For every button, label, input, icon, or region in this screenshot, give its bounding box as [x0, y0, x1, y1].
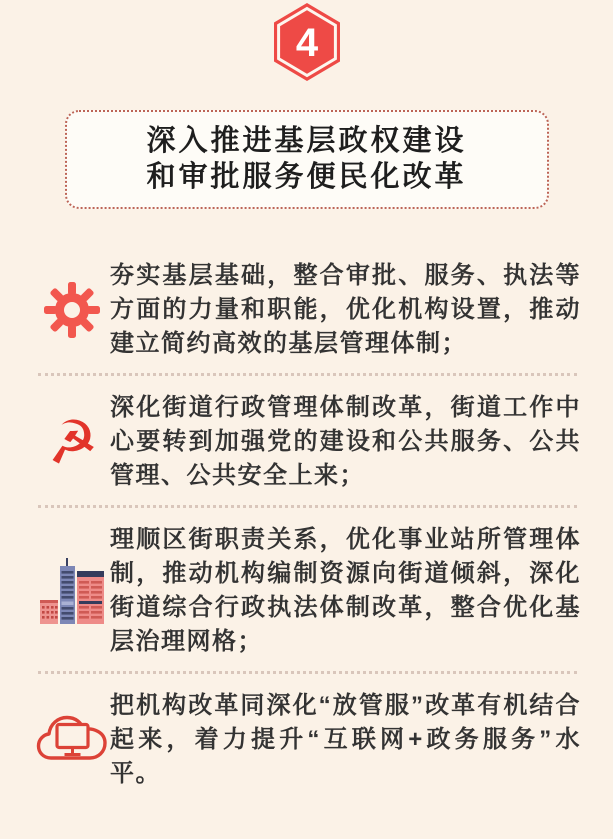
title-line-2: 和审批服务便民化改革	[146, 161, 467, 193]
bullet-item-1	[34, 259, 581, 361]
title-line-1: 深入推进基层政权建设	[146, 125, 467, 157]
badge-number: 4	[295, 21, 318, 65]
bullet-item-3	[34, 523, 581, 659]
party-emblem-icon	[34, 405, 110, 479]
badge-container	[0, 0, 613, 82]
bullet-item-4	[34, 689, 581, 791]
bullet-text-3: 理顺区街职责关系，优化事业站所管理体制，推动机构编制资源向街道倾斜，深化街道综合行政执法体制改革，整合优化基层治理网格；	[110, 526, 581, 655]
bullet-list	[0, 259, 613, 791]
bullet-text-2: 深化街道行政管理体制改革，街道工作中心要转到加强党的建设和公共服务、公共管理、公共安全上来；	[110, 394, 581, 489]
gear-icon	[34, 280, 110, 340]
dotted-divider	[38, 373, 577, 376]
section-title-box	[65, 110, 549, 209]
city-buildings-icon	[34, 558, 110, 624]
dotted-divider	[38, 671, 577, 674]
bullet-item-2	[34, 391, 581, 493]
dotted-divider	[38, 505, 577, 508]
section-number-badge	[270, 2, 344, 82]
hammer-sickle-glyph: ☭	[42, 405, 102, 479]
bullet-text-4: 把机构改革同深化“放管服”改革有机结合起来，着力提升“互联网+政务服务”水平。	[110, 692, 581, 787]
cloud-computer-icon	[34, 711, 110, 769]
bullet-text-1: 夯实基层基础，整合审批、服务、执法等方面的力量和职能，优化机构设置，推动建立简约高效的基层管理体制；	[110, 262, 581, 357]
